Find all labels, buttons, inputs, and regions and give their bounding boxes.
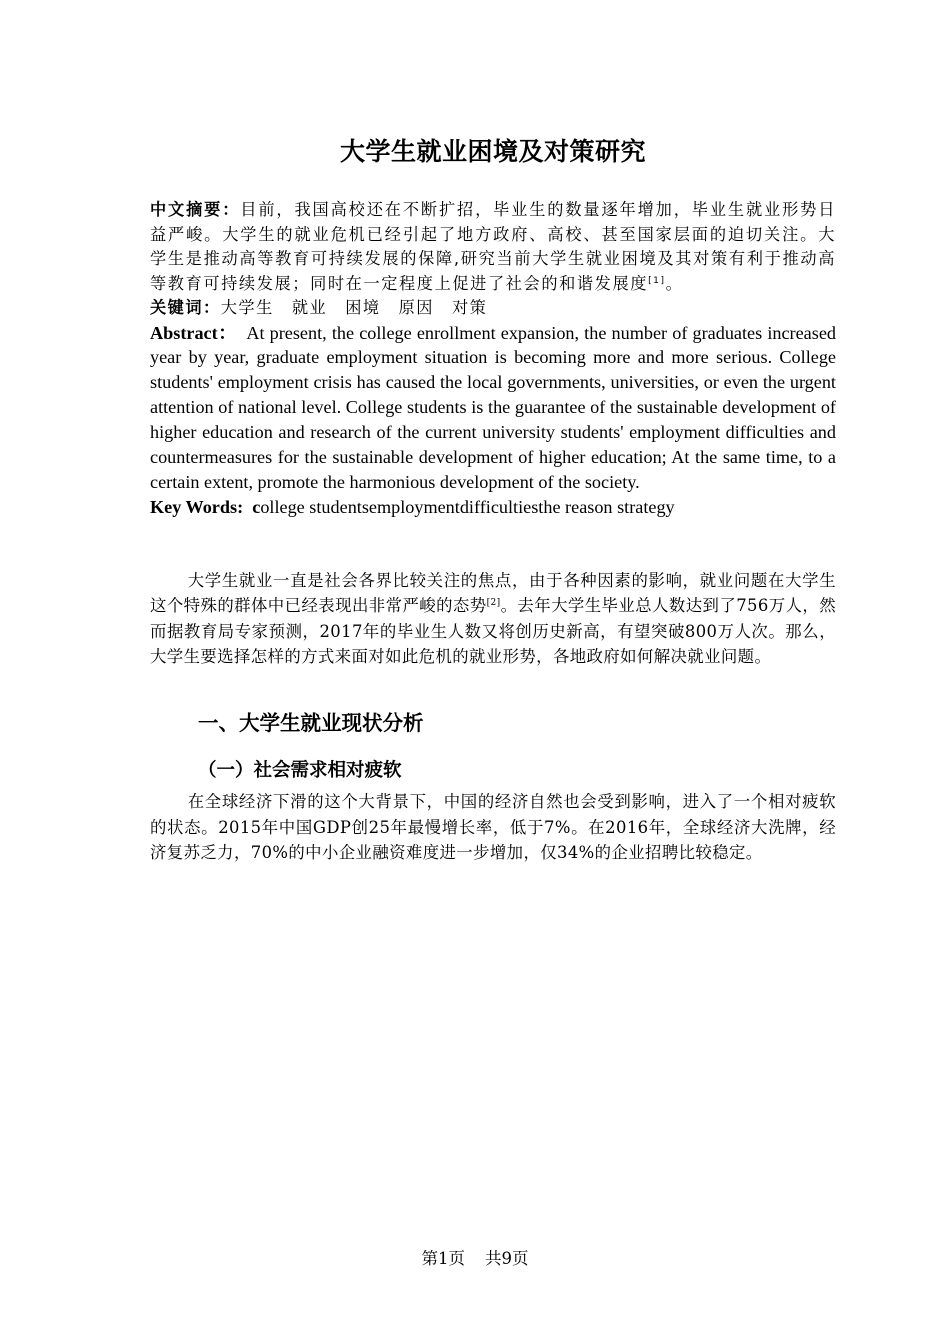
english-abstract-text: At present, the college enrollment expansion, the number of graduates increased year by year, graduate employment situation is becoming more and more serious. College students' employment crisis has caused the local governments, universities, or even the urgent attention of national level. College students is the guarantee of the sustainable development of higher education and research of the current university students' employment difficulties and countermeasures for the sustainable development of higher education; At the same time, to a certain extent, promote the harmonious development of the society. (150, 322, 836, 492)
document-title: 大学生就业困境及对策研究 (339, 137, 646, 166)
subsection-paragraph: 在全球经济下滑的这个大背景下，中国的经济自然也会受到影响，进入了一个相对疲软的状态。2015年中国GDP创25年最慢增长率，低于7%。在2016年，全球经济大洗牌，经济复苏乏力，70%的中小企业融资难度进一步增加，仅34%的企业招聘比较稳定。 (150, 792, 836, 863)
english-abstract (150, 321, 836, 495)
keyword-item: 原因 (398, 298, 434, 317)
english-keywords-text: ollege studentsemploymentdifficultiesthe reason strategy (260, 496, 675, 517)
chinese-keywords (150, 296, 836, 321)
page-number: 第1页 (421, 1249, 465, 1268)
chinese-keywords-label: 关键词： (150, 298, 221, 317)
chinese-abstract (150, 198, 836, 296)
intro-paragraph-part1: 大学生就业一直是社会各界比较关注的焦点，由于各种因素的影响，就业问题在大学生这个特殊的群体中已经表现出非常严峻的态势 (150, 570, 836, 616)
citation-1[interactable]: [1] (648, 275, 666, 286)
keyword-item: 困境 (345, 298, 381, 317)
english-abstract-label: Abstract： (150, 322, 238, 343)
intro-paragraph (150, 568, 836, 670)
intro-paragraph-part2: 。去年大学生毕业总人数达到了756万人，然而据教育局专家预测，2017年的毕业生人数又将创历史新高，有望突破800万人次。那么，大学生要选择怎样的方式来面对如此危机的就业形势，各地政府如何解决就业问题。 (150, 596, 837, 666)
page-footer (0, 1247, 950, 1271)
document-page (150, 132, 836, 866)
chinese-abstract-label: 中文摘要： (150, 200, 241, 219)
english-keywords-first-letter: c (252, 496, 261, 517)
chinese-abstract-end: 。 (665, 273, 684, 293)
chinese-abstract-text: 目前，我国高校还在不断扩招，毕业生的数量逐年增加，毕业生就业形势日益严峻。大学生的就业危机已经引起了地方政府、高校、甚至国家层面的迫切关注。大学生是推动高等教育可持续发展的保障,研究当前大学生就业困境及其对策有利于推动高等教育可持续发展；同时在一定程度上促进了社会的和谐发展度 (150, 200, 836, 293)
subsection-heading: （一）社会需求相对疲软 (198, 760, 402, 782)
english-keywords (150, 495, 836, 520)
keyword-item: 就业 (291, 298, 328, 317)
section-heading: 一、大学生就业现状分析 (198, 711, 424, 736)
english-keywords-label: Key Words: (150, 496, 244, 517)
citation-2[interactable]: [2] (486, 598, 501, 609)
keyword-item: 大学生 (220, 298, 274, 317)
keyword-item: 对策 (451, 298, 488, 317)
page-total: 共9页 (485, 1249, 529, 1268)
